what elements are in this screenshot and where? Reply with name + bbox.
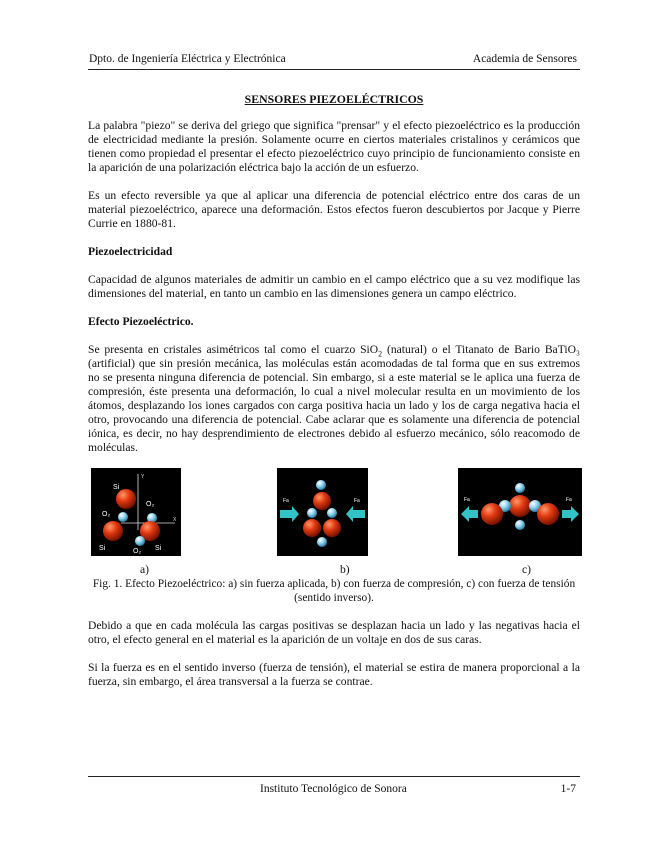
footer-institute: Instituto Tecnológico de Sonora (260, 783, 407, 795)
atom-blue-left (307, 508, 317, 518)
label-o2-bottom: O₂ (133, 548, 142, 555)
label-o2-left: O₂ (102, 511, 111, 518)
heading-piezoelectricidad: Piezoelectricidad (88, 245, 173, 258)
force-arrow-right (562, 506, 579, 522)
atom-blue-top (316, 480, 326, 490)
figure-labels (88, 563, 580, 577)
o2-atom-bottom (135, 536, 145, 546)
label-o2-right: O₂ (146, 501, 155, 508)
atom-red-top (313, 492, 331, 510)
document-body (88, 92, 580, 689)
label-si-bottom-right: Si (155, 545, 162, 552)
label-axis-x: X (173, 517, 177, 523)
paragraph-efecto-part-1: Se presenta en cristales asimétricos tal como el cuarzo SiO (88, 343, 379, 356)
figure-caption: Fig. 1. Efecto Piezoeléctrico: a) sin fuerza aplicada, b) con fuerza de compresión, c) con fuerza de tensión (sentido inverso). (92, 578, 576, 604)
force-arrow-right (346, 506, 365, 522)
label-axis-y: Y (141, 474, 145, 480)
force-arrow-left (280, 506, 299, 522)
label-force-left: Fa (283, 498, 289, 504)
atom-red-bottom-left (303, 519, 321, 537)
heading-efecto-piezoelectrico: Efecto Piezoeléctrico. (88, 315, 194, 328)
force-arrow-left (461, 506, 478, 522)
label-force-right: Fa (566, 497, 572, 503)
atom-blue-top (515, 483, 525, 493)
paragraph-voltage: Debido a que en cada molécula las cargas positivas se desplazan hacia un lado y las negativas hacia el otro, el efecto general en el material es la aparición de un voltaje en dos de sus caras. (88, 619, 580, 646)
document-title: SENSORES PIEZOELÉCTRICOS (244, 92, 424, 106)
atom-red-right (537, 503, 559, 525)
figure-label-c: c) (522, 563, 532, 576)
label-si-top: Si (113, 484, 120, 491)
figure-panels (88, 468, 580, 563)
figure-a-no-force (91, 468, 181, 556)
paragraph-efecto (88, 343, 580, 455)
atom-red-top (509, 495, 531, 517)
atom-blue-right (327, 508, 337, 518)
subscript-2: 2 (378, 349, 383, 359)
label-force-left: Fa (464, 497, 470, 503)
atom-red-bottom-right (323, 519, 341, 537)
si-atom-bottom-left (103, 521, 123, 541)
atom-blue-bottom (515, 520, 525, 530)
si-atom-top (116, 489, 136, 509)
header-academy: Academia de Sensores (472, 53, 577, 65)
page-footer (88, 776, 580, 797)
paragraph-tension: Si la fuerza es en el sentido inverso (fuerza de tensión), el material se estira de manera proporcional a la fuerza, sin embargo, el área transversal a la fuerza se contrae. (88, 661, 580, 688)
o2-atom-left (118, 512, 128, 522)
page-header (88, 53, 580, 70)
figure-b-compression (277, 468, 368, 556)
label-si-bottom-left: Si (99, 545, 106, 552)
atom-blue-bottom (317, 537, 327, 547)
label-force-right: Fa (354, 498, 360, 504)
page-number: 1-7 (560, 783, 576, 795)
atom-red-left (481, 503, 503, 525)
paragraph-reversible: Es un efecto reversible ya que al aplicar una diferencia de potencial eléctrico entre dos caras de un material piezoeléctrico, aparece una deformación. Estos efectos fueron descubiertos por Jacque y Pierre Currie en 1880-81. (88, 189, 580, 230)
figure-c-tension (458, 468, 582, 556)
figure-label-b: b) (340, 563, 350, 576)
paragraph-piezoelectricidad: Capacidad de algunos materiales de admitir un cambio en el campo eléctrico que a su vez modifique las dimensiones del material, en tanto un cambio en las dimensiones genera un campo eléctrico. (88, 273, 580, 300)
figure-label-a: a) (140, 563, 150, 576)
paragraph-intro: La palabra "piezo" se deriva del griego que significa "prensar" y el efecto piezoeléctrico es la producción de electricidad mediante la presión. Solamente ocurre en ciertos materiales cristalinos y cerámicos que tienen como propiedad el presentar el efecto piezoeléctrico cuyo principio de funcionamiento consiste en la aparición de una polarización eléctrica bajo la acción de un esfuerzo. (88, 119, 580, 174)
paragraph-efecto-part-2: (natural) o el Titanato de Bario BaTiO₃ (artificial) que sin presión mecánica, las moléculas están acomodadas de tal forma que en sus extremos no se presenta ninguna diferencia de potencial. Sin embargo, si a este material se le aplica una fuerza de compresión, éste presenta una deformación, lo cual a nivel molecular resulta en un movimiento de los átomos, desplazando los iones cargados con carga positiva hacia un lado y los de carga negativa hacia el otro, provocando una diferencia de potencial. Cabe aclarar que es solamente una diferencia de potencial iónica, es decir, no hay desprendimiento de electrones debido al esfuerzo mecánico, sólo reacomodo de moléculas. (88, 343, 581, 454)
header-department: Dpto. de Ingeniería Eléctrica y Electrónica (89, 53, 286, 65)
